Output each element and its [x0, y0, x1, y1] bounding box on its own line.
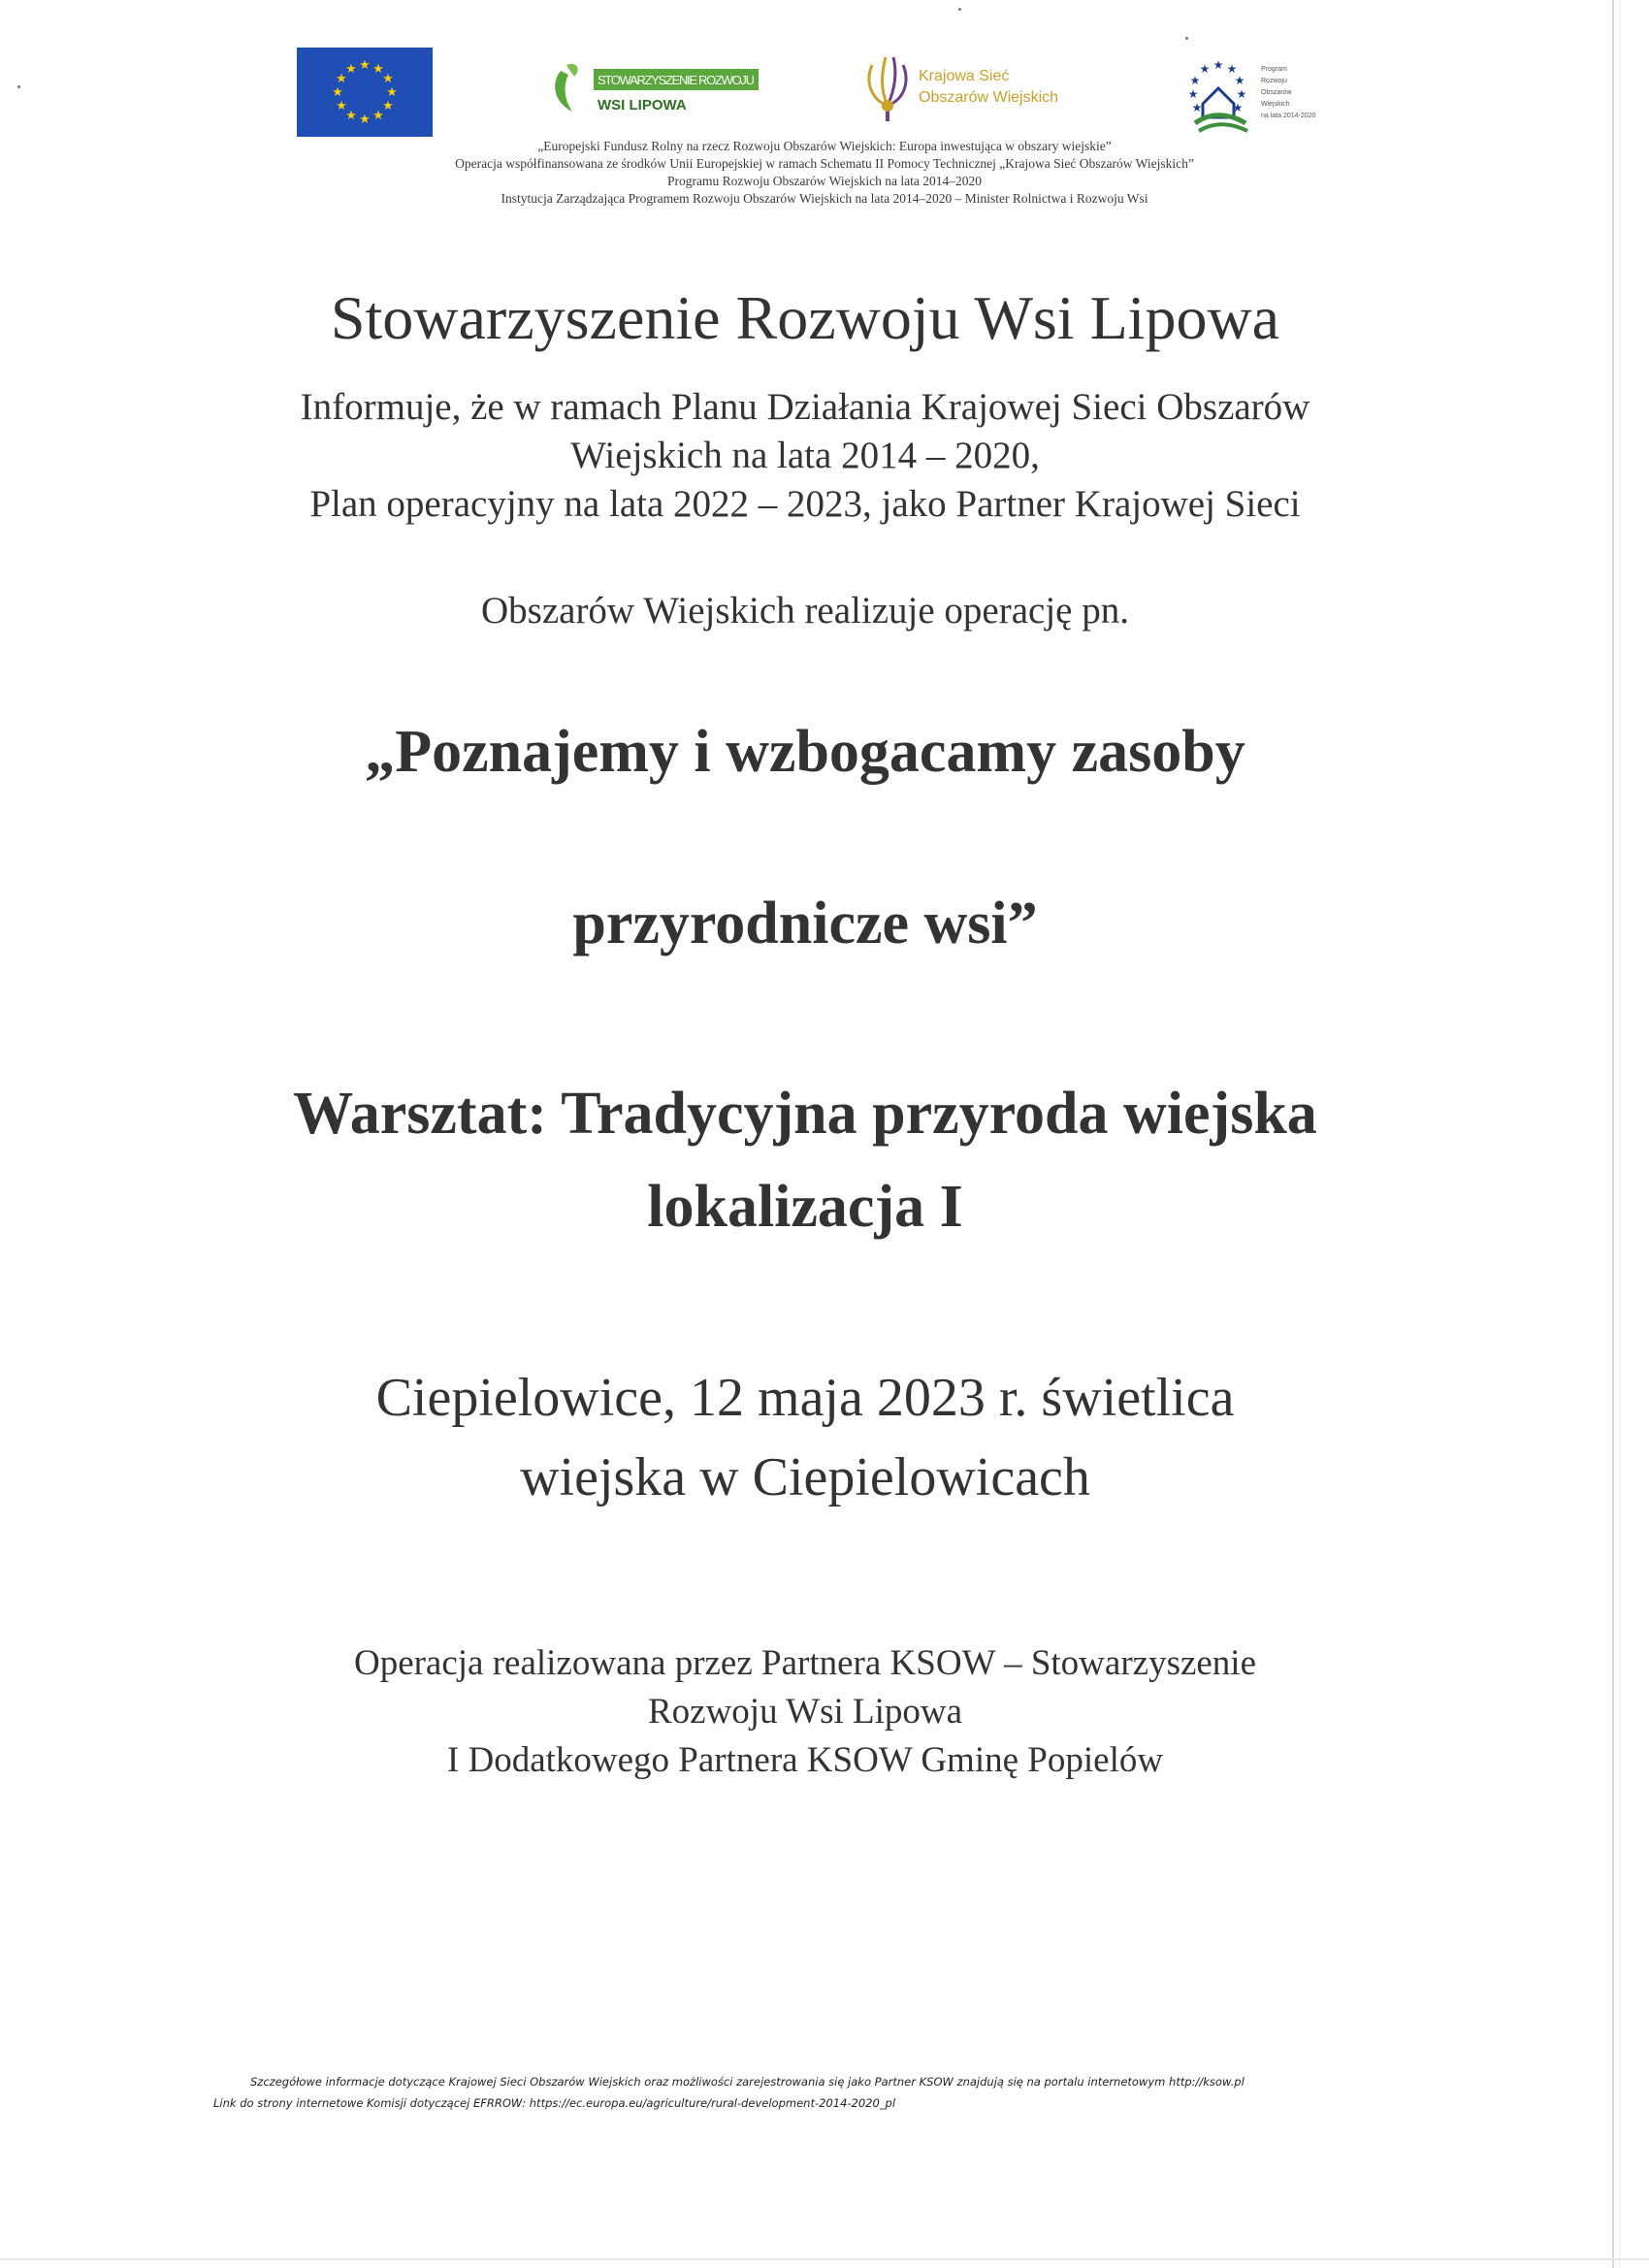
funding-line: Programu Rozwoju Obszarów Wiejskich na lata 2014–2020 [667, 174, 982, 188]
scan-edge [1612, 0, 1614, 2268]
credits [0, 1639, 1610, 1785]
svg-text:★: ★ [345, 109, 357, 123]
scan-speck [1185, 37, 1188, 40]
svg-text:★: ★ [345, 62, 357, 77]
eu-flag-icon [297, 48, 433, 137]
venue-date [0, 1358, 1610, 1517]
prow-logo-line1: Program [1261, 66, 1287, 73]
ksow-logo-line1: Krajowa Sieć [919, 68, 1010, 84]
funding-line: „Europejski Fundusz Rolny na rzecz Rozwoju Obszarów Wiejskich: Europa inwestująca w obszary wiejskie” [537, 139, 1112, 153]
intro-line: Plan operacyjny na lata 2022 – 2023, jako Partner Krajowej Sieci [309, 483, 1301, 525]
scan-edge [0, 2258, 1649, 2260]
svg-text:★: ★ [382, 72, 394, 86]
prow-logo-line5: na lata 2014-2020 [1261, 113, 1316, 119]
credits-line: Operacja realizowana przez Partnera KSOW – Stowarzyszenie [353, 1643, 1257, 1683]
wsi-lipowa-logo [543, 57, 766, 125]
intro-line: Obszarów Wiejskich realizuje operację pn. [480, 590, 1129, 632]
svg-text:★: ★ [332, 85, 343, 100]
scan-edge [1619, 0, 1620, 2268]
credits-line: I Dodatkowego Partnera KSOW Gminę Popielów [446, 1740, 1164, 1780]
intro-line: Informuje, że w ramach Planu Działania Krajowej Sieci Obszarów [300, 386, 1310, 428]
svg-text:★: ★ [1236, 87, 1247, 101]
scan-speck [958, 8, 961, 11]
ksow-logo [858, 49, 1101, 127]
svg-text:★: ★ [1226, 62, 1238, 76]
funding-line: Instytucja Zarządzająca Programem Rozwoju Obszarów Wiejskich na lata 2014–2020 – Minister Rolnictwa i Rozwoju Wsi [501, 191, 1148, 206]
intro-text [0, 383, 1610, 529]
wsi-lipowa-logo-line2: WSI LIPOWA [598, 97, 687, 113]
svg-text:★: ★ [1232, 101, 1244, 114]
svg-text:★: ★ [372, 109, 384, 123]
workshop-title [0, 1067, 1610, 1253]
svg-text:★: ★ [1199, 62, 1211, 76]
operation-title-line: przyrodnicze wsi” [572, 891, 1038, 956]
organization-name: Stowarzyszenie Rozwoju Wsi Lipowa [330, 283, 1280, 352]
prow-logo-line4: Wiejskich [1261, 101, 1290, 108]
venue-line: Ciepielowice, 12 maja 2023 r. świetlica [375, 1368, 1235, 1428]
svg-text:★: ★ [1212, 58, 1224, 72]
logo-bar [0, 44, 1649, 141]
svg-text:★: ★ [382, 99, 394, 113]
svg-text:★: ★ [1191, 101, 1203, 114]
svg-text:★: ★ [336, 99, 347, 113]
svg-text:★: ★ [1189, 74, 1201, 87]
footer-line: Szczegółowe informacje dotyczące Krajowej Sieci Obszarów Wiejskich oraz możliwości zarejestrowania się jako Partner KSOW znajdują się na portalu internetowym http://ksow.pl [250, 2075, 1245, 2089]
footer-note [213, 2071, 1387, 2114]
workshop-line: Warsztat: Tradycyjna przyroda wiejska [293, 1081, 1317, 1147]
credits-line: Rozwoju Wsi Lipowa [647, 1692, 963, 1732]
funding-notice [242, 138, 1406, 208]
workshop-line: lokalizacja I [647, 1174, 963, 1240]
funding-line: Operacja współfinansowana ze środków Unii Europejskiej w ramach Schematu II Pomocy Technicznej „Krajowa Sieć Obszarów Wiejskich” [455, 156, 1194, 171]
intro-line: Wiejskich na lata 2014 – 2020, [570, 435, 1040, 476]
prow-logo-line2: Rozwoju [1261, 78, 1287, 84]
svg-text:★: ★ [359, 58, 371, 73]
svg-text:★: ★ [359, 113, 371, 127]
operation-title-line: „Poznajemy i wzbogacamy zasoby [365, 719, 1245, 785]
svg-text:★: ★ [336, 72, 347, 86]
svg-text:★: ★ [372, 62, 384, 77]
prow-logo [1181, 53, 1327, 137]
ksow-logo-line2: Obszarów Wiejskich [919, 89, 1059, 106]
svg-text:★: ★ [386, 85, 398, 100]
prow-logo-line3: Obszarów [1261, 89, 1292, 96]
wsi-lipowa-logo-line1: STOWARZYSZENIE ROZWOJU [598, 73, 755, 87]
svg-text:★: ★ [1187, 87, 1199, 101]
footer-line: Link do strony internetowe Komisji dotyczącej EFRROW: https://ec.europa.eu/agriculture/rural-development-2014-2020_pl [213, 2096, 896, 2110]
venue-line: wiejska w Ciepielowicach [520, 1447, 1090, 1507]
svg-text:★: ★ [1234, 74, 1245, 87]
